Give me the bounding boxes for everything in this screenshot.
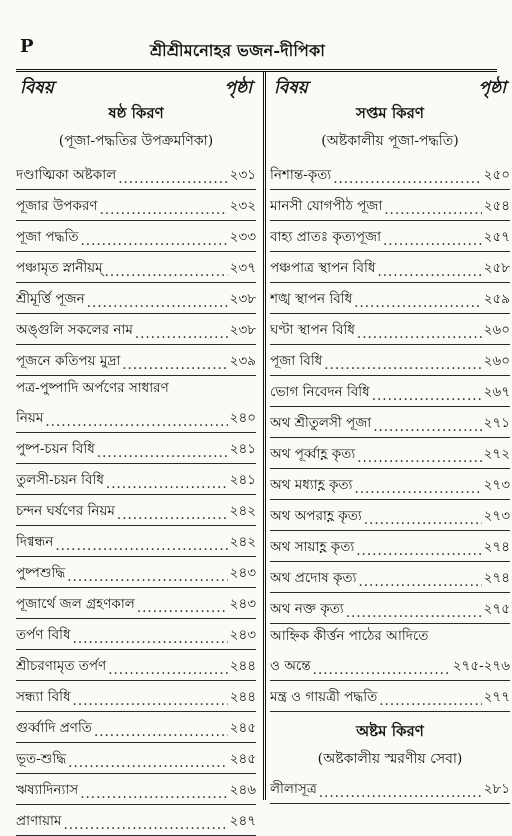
toc-entry [270, 500, 510, 531]
leader-dots [45, 414, 227, 430]
entry-page-number: ২৫০ [483, 167, 510, 183]
entry-page-number: ২৬০ [483, 322, 510, 338]
toc-entry [270, 469, 510, 500]
leader-dots [55, 538, 227, 554]
entry-page-number: ২৭৪ [483, 570, 510, 586]
leader-dots [383, 233, 482, 249]
toc-entry [16, 557, 256, 588]
right-entry-list-2 [270, 773, 510, 804]
toc-entry [16, 283, 256, 314]
section-subtitle: (অষ্টকালীয় পূজা-পদ্ধতি) [321, 133, 459, 149]
entry-title: অথ শ্রীতুলসী পূজা [270, 415, 372, 431]
entry-page-number: ২৭২ [483, 446, 510, 462]
page-label: পৃষ্ঠা [224, 78, 252, 98]
entry-title: সন্ধ্যা বিধি [16, 689, 71, 705]
toc-entry [16, 681, 256, 712]
entry-title: নিশান্ত-কৃত্য [270, 167, 332, 183]
leader-dots [319, 785, 482, 801]
entry-page-number: ২৫৯ [483, 291, 510, 307]
leader-dots [373, 419, 481, 435]
entry-page-number: ২৪৫ [229, 720, 256, 736]
left-column [16, 72, 256, 836]
toc-entry [16, 619, 256, 650]
leader-dots [379, 693, 481, 709]
entry-page-number: ২৩৯ [229, 353, 256, 369]
leader-dots [333, 171, 481, 187]
entry-title: দণ্ডাত্মিকা অষ্টকাল [16, 167, 117, 183]
page-label: পৃষ্ঠা [478, 78, 506, 98]
entry-page-number: ২৬৭ [483, 384, 510, 400]
entry-title: নিয়ম [16, 410, 44, 426]
toc-entry [16, 588, 256, 619]
leader-dots [358, 574, 481, 590]
entry-page-number: ২৭৩ [483, 508, 510, 524]
leader-dots [357, 326, 482, 342]
leader-dots [357, 450, 481, 466]
entry-title: চন্দন ঘর্ষণের নিয়ম [16, 503, 115, 519]
entry-title: ভোগ নিবেদন বিধি [270, 384, 370, 400]
entry-page-number: ২৪২ [229, 503, 256, 519]
subject-label: বিষয় [274, 78, 308, 98]
entry-page-number: ২৪৩ [229, 627, 256, 643]
page-header [0, 0, 512, 70]
section-title: অষ্টম কিরণ [356, 722, 424, 740]
entry-title: অথ মধ্যাহ্ণ কৃত্য [270, 477, 353, 493]
entry-page-number: ২৬০ [483, 353, 510, 369]
entry-title: মানসী যোগপীঠ পূজা [270, 198, 383, 214]
entry-title: লীলাসূত্র [270, 781, 317, 797]
entry-title: পূজার উপকরণ [16, 198, 98, 214]
toc-entry [16, 464, 256, 495]
entry-title: দিগ্বন্ধন [16, 534, 54, 550]
entry-page-number: ২৫৪ [483, 198, 510, 214]
left-column-header [16, 72, 256, 98]
entry-title: অথ পূর্ব্বাহ্ণ কৃত্য [270, 446, 356, 462]
entry-page-number: ২৪৩ [229, 596, 256, 612]
entry-page-number: ২৫৭ [483, 229, 510, 245]
leader-dots [313, 662, 451, 678]
leader-dots [67, 569, 227, 585]
entry-page-number: ২৩৩ [229, 229, 256, 245]
leader-dots [354, 481, 481, 497]
book-title: শ্রীশ্রীমনোহর ভজন-দীপিকা [150, 41, 326, 60]
entry-title: ঘণ্টা স্থাপন বিধি [270, 322, 355, 338]
toc-entry [270, 252, 510, 283]
left-entry-list [16, 159, 256, 836]
right-column [270, 72, 510, 804]
toc-entry [16, 376, 256, 402]
toc-entry [270, 407, 510, 438]
leader-dots [118, 171, 227, 187]
right-column-header [270, 72, 510, 98]
leader-dots [108, 662, 227, 678]
toc-entry [16, 805, 256, 836]
leader-dots [63, 817, 227, 833]
entry-page-number: ২৩৮ [229, 291, 256, 307]
leader-dots [68, 755, 228, 771]
toc-entry [270, 562, 510, 593]
leader-dots [346, 605, 482, 621]
leader-dots [135, 326, 228, 342]
entry-page-number: ২৪১ [229, 472, 256, 488]
entry-page-number: ২৭১ [483, 415, 510, 431]
entry-title: পূজার্থে জল গ্রহণকাল [16, 596, 135, 612]
toc-entry [16, 774, 256, 805]
entry-title: আহ্নিক কীর্ত্তন পাঠের আদিতে [270, 628, 429, 644]
leader-dots [384, 202, 481, 218]
toc-entry [16, 345, 256, 376]
entry-title: পঞ্চামৃত স্নানীয়ম্ [16, 260, 103, 276]
section-subtitle: (অষ্টকালীয় স্মরণীয় সেবা) [317, 751, 463, 767]
section-subtitle: (পূজা-পদ্ধতির উপক্রমণিকা) [58, 133, 214, 149]
leader-dots [100, 202, 228, 218]
toc-entry [270, 681, 510, 712]
leader-dots [97, 445, 228, 461]
toc-entry [16, 650, 256, 681]
toc-entry [270, 314, 510, 345]
entry-title: অথ সায়াহ্ণ কৃত্য [270, 539, 355, 555]
entry-page-number: ২৪৪ [229, 689, 256, 705]
entry-title: পূজনে কতিপয় মুদ্রা [16, 353, 121, 369]
entry-page-number: ২৪২ [229, 534, 256, 550]
toc-entry [270, 221, 510, 252]
entry-page-number: ২৫৮ [483, 260, 510, 276]
toc-entry [16, 190, 256, 221]
entry-title: অথ নক্ত কৃত্য [270, 601, 344, 617]
toc-entry [270, 376, 510, 407]
right-entry-list [270, 159, 510, 712]
entry-page-number: ২৩১ [229, 167, 256, 183]
entry-page-number: ২৩৮ [229, 322, 256, 338]
toc-entry [16, 402, 256, 433]
subject-label: বিষয় [20, 78, 54, 98]
leader-dots [73, 631, 228, 647]
entry-title: অথ প্রদোষ কৃত্য [270, 570, 357, 586]
entry-page-number: ২৭৫ [483, 601, 510, 617]
toc-entry [270, 438, 510, 469]
leader-dots [106, 476, 228, 492]
toc-entry [270, 773, 510, 804]
leader-dots [94, 724, 228, 740]
entry-page-number: ২৪৬ [229, 782, 256, 798]
entry-title: পুষ্পশুদ্ধি [16, 565, 66, 581]
entry-page-number: ২৪০ [229, 410, 256, 426]
entry-title: পত্র-পুষ্পাদি অর্পণের সাধারণ [16, 380, 169, 396]
entry-page-number: ২৭৩ [483, 477, 510, 493]
entry-title: পূজা পদ্ধতি [16, 229, 79, 245]
leader-dots [122, 357, 227, 373]
entry-page-number: ২৮১ [483, 781, 510, 797]
entry-page-number: ২৪১ [229, 441, 256, 457]
toc-entry [16, 712, 256, 743]
leader-dots [81, 233, 228, 249]
entry-page-number: ২৭৫-২৭৬ [452, 658, 510, 674]
entry-title: মন্ত্র ও গায়ত্রী পদ্ধতি [270, 689, 378, 705]
section-title: সপ্তম কিরণ [356, 104, 424, 122]
entry-page-number: ২৪৪ [229, 658, 256, 674]
column-divider [263, 72, 266, 800]
entry-page-number: ২৪৫ [229, 751, 256, 767]
entry-title: শ্রীচরণামৃত তর্পণ [16, 658, 107, 674]
leader-dots [356, 543, 481, 559]
toc-entry [16, 433, 256, 464]
toc-entry [270, 531, 510, 562]
entry-title: বাহ্য প্রাতঃ কৃত্যপূজা [270, 229, 381, 245]
leader-dots [372, 388, 482, 404]
leader-dots [354, 295, 482, 311]
toc-entry [270, 159, 510, 190]
leader-dots [324, 357, 481, 373]
toc-entry [16, 221, 256, 252]
entry-title: তর্পণ বিধি [16, 627, 71, 643]
toc-entry [270, 624, 510, 650]
toc-entry [16, 526, 256, 557]
entry-page-number: ২৭৭ [483, 689, 510, 705]
entry-title: শ্রীমূর্ত্তি পূজন [16, 291, 85, 307]
entry-title: প্রাণায়াম [16, 813, 62, 829]
entry-page-number: ২৭৪ [483, 539, 510, 555]
toc-entry [270, 190, 510, 221]
section-title: ষষ্ঠ কিরণ [108, 104, 164, 122]
entry-title: তুলসী-চয়ন বিধি [16, 472, 104, 488]
leader-dots [137, 600, 228, 616]
toc-entry [270, 283, 510, 314]
page-letter: P [20, 36, 34, 57]
leader-dots [105, 264, 228, 280]
entry-page-number: ২৩২ [229, 198, 256, 214]
entry-title: পুষ্প-চয়ন বিধি [16, 441, 95, 457]
toc-entry [270, 650, 510, 681]
leader-dots [117, 507, 228, 523]
entry-title: শঙ্খ স্থাপন বিধি [270, 291, 353, 307]
entry-title: গুর্ব্বাদি প্রণতি [16, 720, 92, 736]
entry-page-number: ২৪৭ [229, 813, 256, 829]
toc-entry [16, 159, 256, 190]
toc-entry [270, 345, 510, 376]
toc-entry [16, 495, 256, 526]
leader-dots [364, 512, 482, 528]
leader-dots [87, 295, 228, 311]
entry-page-number: ২৩৭ [229, 260, 256, 276]
entry-title: অথ অপরাহ্ণ কৃত্য [270, 508, 362, 524]
entry-title: পঞ্চপাত্র স্থাপন বিধি [270, 260, 376, 276]
leader-dots [377, 264, 481, 280]
entry-title: ঋষ্যাদিন্যাস [16, 782, 79, 798]
entry-title: পূজা বিধি [270, 353, 323, 369]
toc-entry [270, 593, 510, 624]
toc-entry [16, 314, 256, 345]
toc-entry [16, 252, 256, 283]
entry-title: ভূত-শুদ্ধি [16, 751, 67, 767]
toc-entry [16, 743, 256, 774]
entry-title: ও অন্তে [270, 658, 311, 674]
leader-dots [73, 693, 228, 709]
entry-title: অঙ্গুলি সকলের নাম [16, 322, 133, 338]
entry-page-number: ২৪৩ [229, 565, 256, 581]
